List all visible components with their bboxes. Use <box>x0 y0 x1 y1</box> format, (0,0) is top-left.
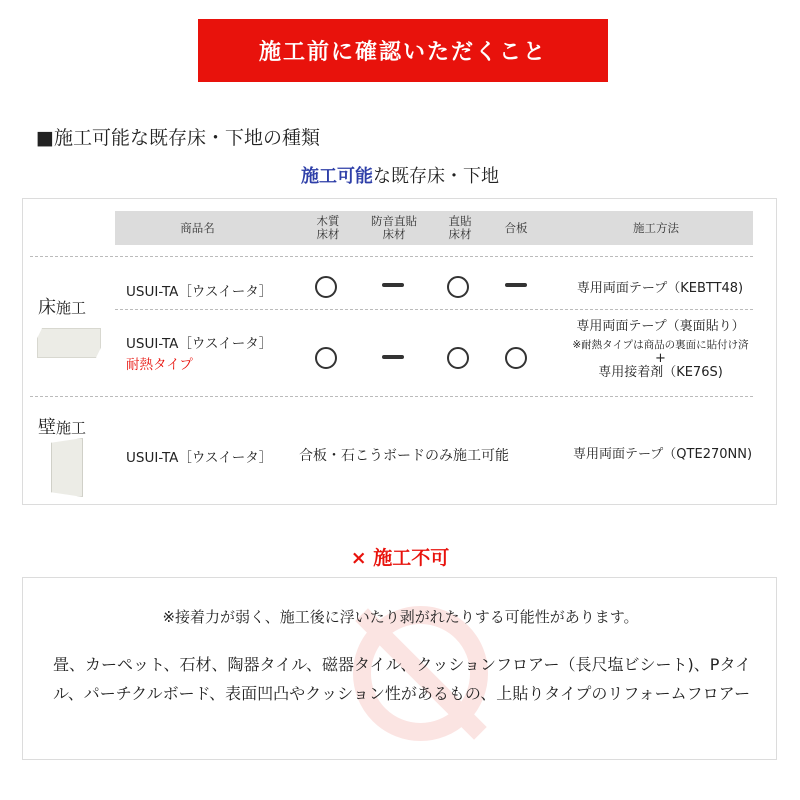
floor-label: 床施工 <box>38 297 87 318</box>
row3-span-text: 合板・石こうボードのみ施工可能 <box>299 448 509 464</box>
row-divider <box>30 256 753 257</box>
row3-method: 専用両面テープ（QTE270NN) <box>572 447 753 462</box>
ng-dash-icon <box>382 283 404 287</box>
banner-title: 施工前に確認いただくこと <box>258 40 547 65</box>
not-allowed-box <box>22 577 777 760</box>
floor-panel-image <box>37 328 101 358</box>
row1-product: USUI-TA［ウスイータ］ <box>126 284 273 300</box>
not-allowed-note: ※接着力が弱く、施工後に浮いたり剥がれたりする可能性があります。 <box>162 608 639 626</box>
row-divider <box>115 309 753 310</box>
subheading-accent: 施工可能 <box>301 166 373 187</box>
table-header <box>115 211 753 245</box>
row3-product: USUI-TA［ウスイータ］ <box>126 450 273 466</box>
ng-dash-icon <box>382 355 404 359</box>
row1-method: 専用両面テープ（KEBTT48) <box>576 281 744 296</box>
row-divider <box>30 396 753 397</box>
row2-method <box>548 318 773 382</box>
ok-circle-icon <box>315 347 337 369</box>
header-method: 施工方法 <box>633 220 679 235</box>
ok-circle-icon <box>505 347 527 369</box>
header-product: 商品名 <box>180 220 215 235</box>
section-heading: ■施工可能な既存床・下地の種類 <box>36 127 320 149</box>
subheading-text: な既存床・下地 <box>373 166 499 187</box>
ok-circle-icon <box>447 347 469 369</box>
title-banner <box>198 19 608 82</box>
wall-label: 壁施工 <box>38 417 87 438</box>
header-wood-floor: 木質 床材 <box>316 214 340 241</box>
header-plywood: 合板 <box>504 220 528 235</box>
ok-circle-icon <box>447 276 469 298</box>
row2-method-line1: 専用両面テープ（裏面貼り） <box>576 319 745 334</box>
row2-product: USUI-TA［ウスイータ］ <box>126 336 273 352</box>
row2-method-note: ※耐熱タイプは商品の裏面に貼付け済 <box>572 339 749 351</box>
not-allowed-list: 畳、カーペット、石材、陶器タイル、磁器タイル、クッションフロアー（長尺塩ビシート)、Pタイル、パーチクルボード、表面凹凸やクッション性があるもの、上貼りタイプのリフォームフロアー <box>53 655 752 703</box>
header-soundproof-floor: 防音直貼 床材 <box>371 214 417 241</box>
table-subheading <box>0 162 800 188</box>
ng-dash-icon <box>505 283 527 287</box>
ok-circle-icon <box>315 276 337 298</box>
header-direct-floor: 直貼 床材 <box>448 214 472 241</box>
wall-panel-image <box>51 438 83 497</box>
row2-product-heat-type: 耐熱タイプ <box>126 357 193 373</box>
row2-method-line3: 専用接着剤（KE76S) <box>598 365 723 380</box>
not-allowed-title: × 施工不可 <box>350 547 450 569</box>
row2-method-plus: + <box>655 351 666 366</box>
